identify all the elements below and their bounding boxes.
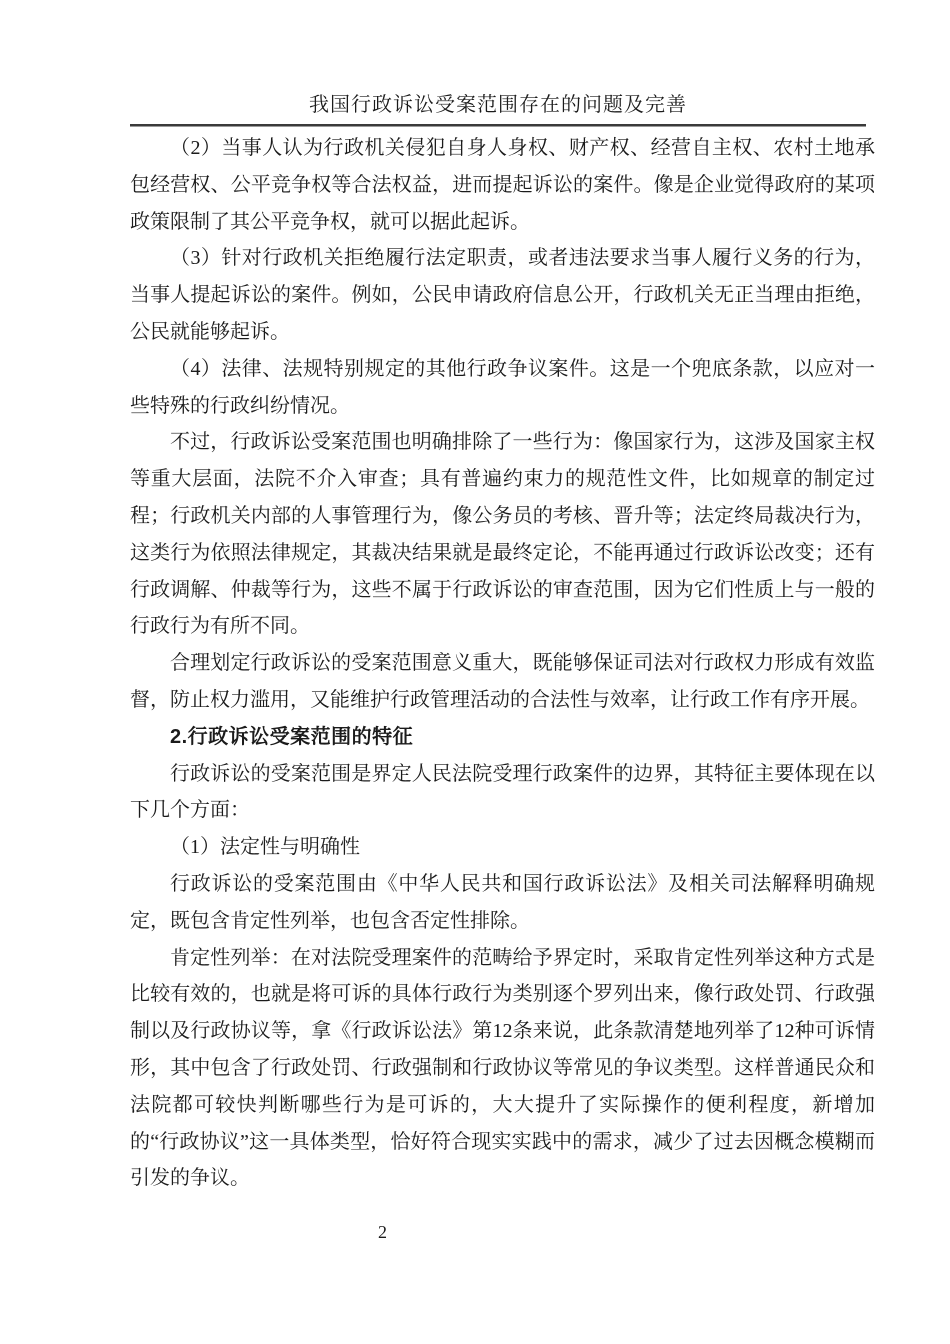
header-divider xyxy=(130,124,866,127)
paragraph: （3）针对行政机关拒绝履行法定职责，或者违法要求当事人履行义务的行为，当事人提起诉讼的案件。例如，公民申请政府信息公开，行政机关无正当理由拒绝，公民就能够起诉。 xyxy=(130,247,875,343)
paragraph: 肯定性列举：在对法院受理案件的范畴给予界定时，采取肯定性列举这种方式是比较有效的，也就是将可诉的具体行政行为类别逐个罗列出来，像行政处罚、行政强制以及行政协议等，拿《行政诉讼法》第12条来说，此条款清楚地列举了12种可诉情形，其中包含了行政处罚、行政强制和行政协议等常见的争议类型。这样普通民众和法院都可较快判断哪些行为是可诉的，大大提升了实际操作的便利程度，新增加的“行政协议”这一具体类型，恰好符合现实实践中的需求，减少了过去因概念模糊而引发的争议。 xyxy=(130,946,875,1190)
page-number: 2 xyxy=(378,1222,387,1242)
document-body xyxy=(130,130,875,1197)
paragraph: 合理划定行政诉讼的受案范围意义重大，既能够保证司法对行政权力形成有效监督，防止权力滥用，又能维护行政管理活动的合法性与效率，让行政工作有序开展。 xyxy=(130,652,875,711)
section-heading: 2.行政诉讼受案范围的特征 xyxy=(170,725,414,748)
paragraph: （4）法律、法规特别规定的其他行政争议案件。这是一个兜底条款，以应对一些特殊的行政纠纷情况。 xyxy=(130,357,875,417)
paragraph: （1）法定性与明确性 xyxy=(170,836,360,859)
paragraph: （2）当事人认为行政机关侵犯自身人身权、财产权、经营自主权、农村土地承包经营权、公平竞争权等合法权益，进而提起诉讼的案件。像是企业觉得政府的某项政策限制了其公平竞争权，就可以据此起诉。 xyxy=(130,137,875,233)
page-header xyxy=(130,88,866,127)
paragraph: 行政诉讼的受案范围由《中华人民共和国行政诉讼法》及相关司法解释明确规定，既包含肯定性列举，也包含否定性排除。 xyxy=(130,872,875,932)
paragraph: 行政诉讼的受案范围是界定人民法院受理行政案件的边界，其特征主要体现在以下几个方面： xyxy=(130,762,875,822)
paragraph: 不过，行政诉讼受案范围也明确排除了一些行为：像国家行为，这涉及国家主权等重大层面，法院不介入审查；具有普遍约束力的规范性文件，比如规章的制定过程；行政机关内部的人事管理行为，像公务员的考核、晋升等；法定终局裁决行为，这类行为依照法律规定，其裁决结果就是最终定论，不能再通过行政诉讼改变；还有行政调解、仲裁等行为，这些不属于行政诉讼的审查范围，因为它们性质上与一般的行政行为有所不同。 xyxy=(130,431,875,638)
page-header-title: 我国行政诉讼受案范围存在的问题及完善 xyxy=(309,94,687,116)
